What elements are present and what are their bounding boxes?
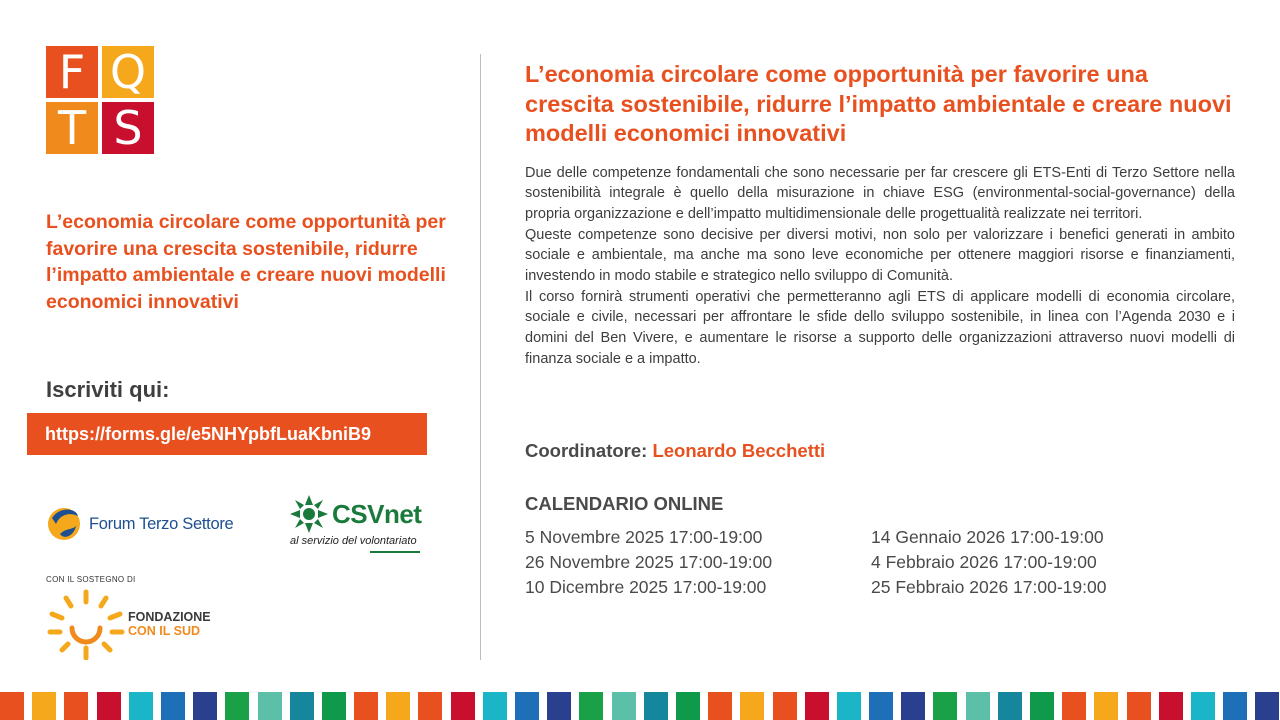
stripe-block — [676, 692, 700, 720]
logo-letter-t: T — [46, 102, 98, 154]
paragraph: Queste competenze sono decisive per diversi motivi, non solo per valorizzare i benefici generati in ambito sociale e ambientale, ma anche ma sono leve economiche per ottenere maggiori risorse e finanziamenti, investendo in modo stabile e strategico nello sviluppo di Comunità. — [525, 226, 1235, 285]
stripe-block — [708, 692, 732, 720]
stripe-block — [64, 692, 88, 720]
stripe-block — [773, 692, 797, 720]
stripe-block — [515, 692, 539, 720]
color-stripe — [0, 692, 1280, 720]
left-title: L’economia circolare come opportunità per favorire una crescita sostenibile, ridurre l’impatto ambientale e creare nuovi modelli economici innovativi — [46, 211, 446, 313]
stripe-block — [547, 692, 571, 720]
csvnet-icon — [290, 495, 328, 533]
stripe-block — [225, 692, 249, 720]
coordinator-label: Coordinatore: — [525, 440, 648, 461]
stripe-block — [129, 692, 153, 720]
calendar-date: 4 Febbraio 2026 17:00-19:00 — [871, 552, 1097, 572]
coordinator-name: Leonardo Becchetti — [652, 440, 826, 461]
stripe-block — [483, 692, 507, 720]
stripe-block — [837, 692, 861, 720]
stripe-block — [805, 692, 829, 720]
forum-terzo-settore-logo — [46, 503, 246, 545]
support-label: CON IL SOSTEGNO DI — [46, 575, 136, 584]
csvnet-underline — [370, 551, 420, 553]
stripe-block — [193, 692, 217, 720]
signup-link[interactable]: https://forms.gle/e5NHYpbfLuaKbniB9 — [27, 413, 427, 455]
calendar-date: 26 Novembre 2025 17:00-19:00 — [525, 552, 773, 572]
stripe-block — [966, 692, 990, 720]
stripe-block — [322, 692, 346, 720]
stripe-block — [933, 692, 957, 720]
stripe-block — [740, 692, 764, 720]
stripe-block — [1062, 692, 1086, 720]
fondazione-line2: CON IL SUD — [128, 624, 200, 638]
sun-icon — [46, 588, 128, 660]
stripe-block — [451, 692, 475, 720]
stripe-block — [1094, 692, 1118, 720]
calendar-date: 14 Gennaio 2026 17:00-19:00 — [871, 527, 1104, 547]
paragraph: Il corso fornirà strumenti operativi che permetteranno agli ETS di applicare modelli di economia circolare, sociale e civile, necessari per affrontare le sfide dello sviluppo sostenibile, in linea con l’Agenda 2030 e i domini del Ben Vivere, e aumentare le risorse a supporto delle organizzazioni attraverso nuovi modelli di finanza sociale e a impatto. — [525, 288, 1235, 367]
csvnet-subtitle: al servizio del volontariato — [290, 535, 417, 547]
stripe-block — [612, 692, 636, 720]
calendar-column-2 — [871, 525, 1106, 600]
forum-icon — [46, 504, 82, 542]
csvnet-logo — [290, 493, 430, 557]
calendar-date: 25 Febbraio 2026 17:00-19:00 — [871, 577, 1107, 597]
calendar-date: 5 Novembre 2025 17:00-19:00 — [525, 527, 763, 547]
stripe-block — [354, 692, 378, 720]
logo-letter-q: Q — [102, 46, 154, 98]
stripe-block — [97, 692, 121, 720]
stripe-block — [869, 692, 893, 720]
stripe-block — [161, 692, 185, 720]
stripe-block — [386, 692, 410, 720]
signup-label: Iscriviti qui: — [46, 377, 170, 402]
stripe-block — [1223, 692, 1247, 720]
forum-name: Forum Terzo Settore — [89, 515, 234, 533]
stripe-block — [1159, 692, 1183, 720]
stripe-block — [1255, 692, 1279, 720]
stripe-block — [1191, 692, 1215, 720]
logo-letter-s: S — [102, 102, 154, 154]
calendar-title: CALENDARIO ONLINE — [525, 493, 724, 514]
stripe-block — [644, 692, 668, 720]
paragraph: Due delle competenze fondamentali che sono necessarie per far crescere gli ETS-Enti di Terzo Settore nella sostenibilità integrale è quello della misurazione in chiave ESG (environmental-social-governance) della propria organizzazione e dell’impatto multidimensionale delle progettualità realizzate nei territori. — [525, 164, 1235, 222]
course-title: L’economia circolare come opportunità per favorire una crescita sostenibile, ridurre l’impatto ambientale e creare nuovi modelli economici innovativi — [525, 61, 1232, 146]
stripe-block — [579, 692, 603, 720]
course-body — [525, 163, 1235, 370]
fqts-logo — [46, 46, 154, 154]
vertical-divider — [480, 54, 481, 660]
calendar-date: 10 Dicembre 2025 17:00-19:00 — [525, 577, 767, 597]
stripe-block — [258, 692, 282, 720]
calendar-column-1 — [525, 525, 772, 600]
stripe-block — [1127, 692, 1151, 720]
stripe-block — [1030, 692, 1054, 720]
logo-letter-f: F — [46, 46, 98, 98]
stripe-block — [998, 692, 1022, 720]
stripe-block — [901, 692, 925, 720]
stripe-block — [32, 692, 56, 720]
fondazione-line1: FONDAZIONE — [128, 610, 211, 624]
stripe-block — [290, 692, 314, 720]
course-description — [525, 60, 1235, 370]
csvnet-name: CSVnet — [332, 499, 422, 529]
fondazione-con-il-sud-logo — [46, 588, 211, 660]
stripe-block — [418, 692, 442, 720]
coordinator — [525, 440, 825, 462]
stripe-block — [0, 692, 24, 720]
